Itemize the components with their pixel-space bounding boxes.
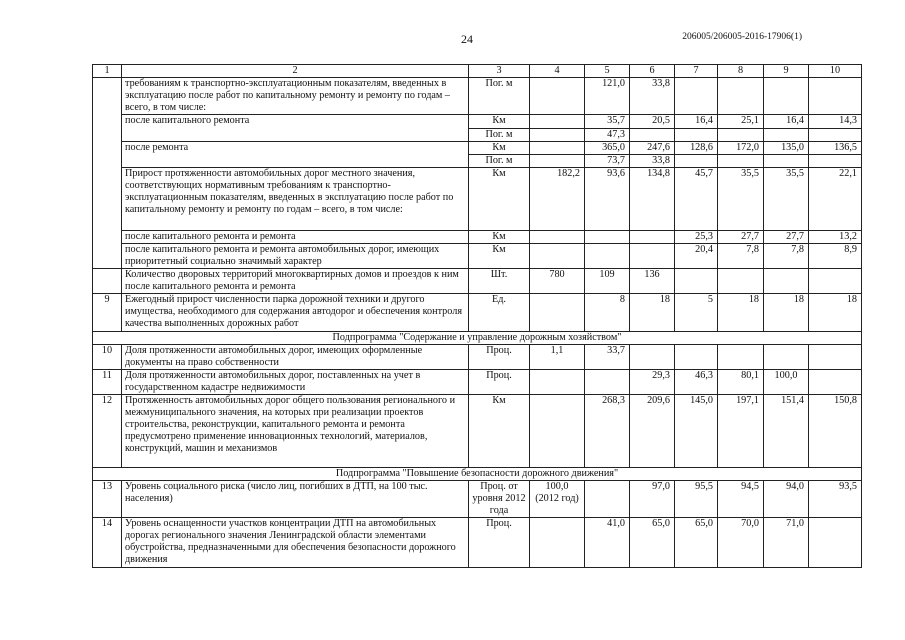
value-cell xyxy=(585,244,630,269)
value-cell xyxy=(585,370,630,395)
value-cell: 1,1 xyxy=(530,345,585,370)
value-cell: 73,7 xyxy=(585,155,630,168)
value-cell: 8,9 xyxy=(809,244,862,269)
value-cell: 109 xyxy=(585,269,630,294)
row-number-cell: 12 xyxy=(93,395,122,468)
value-cell: 136,5 xyxy=(809,142,862,155)
description-cell: Уровень социального риска (число лиц, погибших в ДТП, на 100 тыс. населения) xyxy=(122,481,469,518)
value-cell xyxy=(718,155,764,168)
row-number-cell: 14 xyxy=(93,518,122,568)
table-row xyxy=(93,269,862,294)
value-cell xyxy=(630,345,675,370)
description-cell: после капитального ремонта и ремонта автомобильных дорог, имеющих приоритетный социально значимый характер xyxy=(122,244,469,269)
header-cell: 2 xyxy=(122,65,469,78)
header-cell: 9 xyxy=(764,65,809,78)
header-cell: 7 xyxy=(675,65,718,78)
value-cell: 18 xyxy=(630,294,675,332)
value-cell: 27,7 xyxy=(764,231,809,244)
row-number-cell xyxy=(93,78,122,269)
value-cell: 247,6 xyxy=(630,142,675,155)
description-cell: Доля протяженности автомобильных дорог, поставленных на учет в государственном кадастре недвижимости xyxy=(122,370,469,395)
header-row xyxy=(93,65,862,78)
document-id: 206005/206005-2016-17906(1) xyxy=(682,32,802,42)
header-cell: 10 xyxy=(809,65,862,78)
value-cell: 197,1 xyxy=(718,395,764,468)
value-cell: 25,1 xyxy=(718,115,764,129)
description-cell: Прирост протяженности автомобильных дорог местного значения, соответствующих нормативным требованиям к транспортно-эксплуатационным показателям, введенных в эксплуатацию после работ по капитальному ремонту и ремонту по годам – всего, в том числе: xyxy=(122,168,469,231)
value-cell xyxy=(675,269,718,294)
section-row xyxy=(93,332,862,345)
description-cell: после ремонта xyxy=(122,142,469,168)
value-cell: 80,1 xyxy=(718,370,764,395)
row-number-cell: 11 xyxy=(93,370,122,395)
value-cell: 172,0 xyxy=(718,142,764,155)
indicators-table xyxy=(92,64,862,568)
value-cell xyxy=(530,142,585,155)
unit-cell: Км xyxy=(469,168,530,231)
description-cell: после капитального ремонта и ремонта xyxy=(122,231,469,244)
header-cell: 5 xyxy=(585,65,630,78)
description-cell: Уровень оснащенности участков концентрации ДТП на автомобильных дорогах регионального значения Ленинградской области элементами обустройства, предназначенными для обеспечения безопасности дорожного движения xyxy=(122,518,469,568)
value-cell: 13,2 xyxy=(809,231,862,244)
subprogram-heading: Подпрограмма "Повышение безопасности дорожного движения" xyxy=(93,468,862,481)
value-cell: 71,0 xyxy=(764,518,809,568)
value-cell xyxy=(675,345,718,370)
description-cell: Доля протяженности автомобильных дорог, имеющих оформленные документы на право собственности xyxy=(122,345,469,370)
unit-cell: Проц. xyxy=(469,345,530,370)
value-cell: 780 xyxy=(530,269,585,294)
value-cell: 18 xyxy=(809,294,862,332)
value-cell: 29,3 xyxy=(630,370,675,395)
row-number-cell: 13 xyxy=(93,481,122,518)
value-cell xyxy=(530,115,585,129)
description-cell: требованиям к транспортно-эксплуатационным показателям, введенных в эксплуатацию после работ по капитальному ремонту и ремонту по годам – всего, в том числе: xyxy=(122,78,469,115)
value-cell: 94,0 xyxy=(764,481,809,518)
table-row xyxy=(93,294,862,332)
value-cell xyxy=(718,269,764,294)
value-cell xyxy=(809,129,862,142)
value-cell xyxy=(718,345,764,370)
value-cell xyxy=(764,155,809,168)
unit-cell: Пог. м xyxy=(469,155,530,168)
header-cell: 1 xyxy=(93,65,122,78)
table-row xyxy=(93,395,862,468)
value-cell: 35,5 xyxy=(718,168,764,231)
table-row xyxy=(93,168,862,231)
value-cell: 93,5 xyxy=(809,481,862,518)
section-row xyxy=(93,468,862,481)
value-cell: 145,0 xyxy=(675,395,718,468)
unit-cell: Км xyxy=(469,395,530,468)
value-cell xyxy=(530,231,585,244)
header-cell: 6 xyxy=(630,65,675,78)
unit-cell: Проц. xyxy=(469,518,530,568)
value-cell xyxy=(530,518,585,568)
value-cell: 121,0 xyxy=(585,78,630,115)
description-cell: Протяженность автомобильных дорог общего пользования регионального и межмуниципального значения, на которых при реализации проектов строительства, реконструкции, капитального ремонта и ремонта предусмотрено применение инновационных технологий, материалов, конструкций, машин и механизмов xyxy=(122,395,469,468)
value-cell: 95,5 xyxy=(675,481,718,518)
value-cell: 14,3 xyxy=(809,115,862,129)
header-cell: 3 xyxy=(469,65,530,78)
table-row xyxy=(93,142,862,155)
value-cell xyxy=(530,370,585,395)
value-cell: 97,0 xyxy=(630,481,675,518)
value-cell: 70,0 xyxy=(718,518,764,568)
value-cell xyxy=(530,129,585,142)
value-cell xyxy=(675,129,718,142)
table-row xyxy=(93,115,862,129)
value-cell: 8 xyxy=(585,294,630,332)
row-number-cell xyxy=(93,269,122,294)
value-cell: 134,8 xyxy=(630,168,675,231)
header-cell: 4 xyxy=(530,65,585,78)
value-cell: 65,0 xyxy=(675,518,718,568)
table-row xyxy=(93,370,862,395)
description-cell: Ежегодный прирост численности парка дорожной техники и другого имущества, необходимого для содержания автодорог и обеспечения контроля качества выполненных дорожных работ xyxy=(122,294,469,332)
table-row xyxy=(93,78,862,115)
unit-cell: Км xyxy=(469,115,530,129)
value-cell: 100,0 (2012 год) xyxy=(530,481,585,518)
value-cell: 135,0 xyxy=(764,142,809,155)
value-cell: 209,6 xyxy=(630,395,675,468)
value-cell: 128,6 xyxy=(675,142,718,155)
row-number-cell: 9 xyxy=(93,294,122,332)
description-cell: Количество дворовых территорий многоквартирных домов и проездов к ним после капитального ремонта и ремонта xyxy=(122,269,469,294)
value-cell: 46,3 xyxy=(675,370,718,395)
value-cell: 5 xyxy=(675,294,718,332)
value-cell: 136 xyxy=(630,269,675,294)
table-row xyxy=(93,231,862,244)
unit-cell: Км xyxy=(469,231,530,244)
value-cell: 100,0 xyxy=(764,370,809,395)
header-cell: 8 xyxy=(718,65,764,78)
value-cell: 16,4 xyxy=(675,115,718,129)
value-cell xyxy=(809,370,862,395)
table-row xyxy=(93,481,862,518)
table-row xyxy=(93,244,862,269)
value-cell: 20,4 xyxy=(675,244,718,269)
value-cell xyxy=(809,518,862,568)
value-cell xyxy=(585,231,630,244)
value-cell xyxy=(630,231,675,244)
value-cell: 18 xyxy=(764,294,809,332)
unit-cell: Км xyxy=(469,244,530,269)
value-cell xyxy=(764,269,809,294)
value-cell xyxy=(530,244,585,269)
value-cell: 7,8 xyxy=(764,244,809,269)
value-cell xyxy=(530,395,585,468)
value-cell: 33,7 xyxy=(585,345,630,370)
value-cell xyxy=(630,129,675,142)
value-cell: 7,8 xyxy=(718,244,764,269)
subprogram-heading: Подпрограмма "Содержание и управление дорожным хозяйством" xyxy=(93,332,862,345)
unit-cell: Ед. xyxy=(469,294,530,332)
value-cell xyxy=(718,78,764,115)
value-cell: 93,6 xyxy=(585,168,630,231)
value-cell: 45,7 xyxy=(675,168,718,231)
value-cell xyxy=(809,155,862,168)
value-cell: 27,7 xyxy=(718,231,764,244)
description-cell: после капитального ремонта xyxy=(122,115,469,142)
value-cell xyxy=(718,129,764,142)
unit-cell: Шт. xyxy=(469,269,530,294)
value-cell: 151,4 xyxy=(764,395,809,468)
value-cell: 20,5 xyxy=(630,115,675,129)
value-cell: 182,2 xyxy=(530,168,585,231)
value-cell: 150,8 xyxy=(809,395,862,468)
unit-cell: Пог. м xyxy=(469,129,530,142)
unit-cell: Км xyxy=(469,142,530,155)
value-cell: 35,7 xyxy=(585,115,630,129)
value-cell xyxy=(530,155,585,168)
value-cell xyxy=(675,155,718,168)
value-cell xyxy=(764,129,809,142)
value-cell xyxy=(809,78,862,115)
value-cell: 41,0 xyxy=(585,518,630,568)
value-cell: 16,4 xyxy=(764,115,809,129)
page-number: 24 xyxy=(461,32,473,46)
value-cell xyxy=(630,244,675,269)
value-cell xyxy=(809,269,862,294)
value-cell: 47,3 xyxy=(585,129,630,142)
value-cell: 33,8 xyxy=(630,155,675,168)
table-row xyxy=(93,345,862,370)
value-cell xyxy=(585,481,630,518)
value-cell: 22,1 xyxy=(809,168,862,231)
value-cell: 33,8 xyxy=(630,78,675,115)
table-row xyxy=(93,518,862,568)
unit-cell: Проц. xyxy=(469,370,530,395)
value-cell xyxy=(530,294,585,332)
row-number-cell: 10 xyxy=(93,345,122,370)
value-cell: 365,0 xyxy=(585,142,630,155)
value-cell xyxy=(809,345,862,370)
value-cell: 25,3 xyxy=(675,231,718,244)
value-cell xyxy=(675,78,718,115)
value-cell: 65,0 xyxy=(630,518,675,568)
value-cell xyxy=(764,78,809,115)
value-cell xyxy=(530,78,585,115)
value-cell: 18 xyxy=(718,294,764,332)
value-cell: 94,5 xyxy=(718,481,764,518)
value-cell: 35,5 xyxy=(764,168,809,231)
value-cell xyxy=(764,345,809,370)
value-cell: 268,3 xyxy=(585,395,630,468)
unit-cell: Пог. м xyxy=(469,78,530,115)
unit-cell: Проц. от уровня 2012 года xyxy=(469,481,530,518)
